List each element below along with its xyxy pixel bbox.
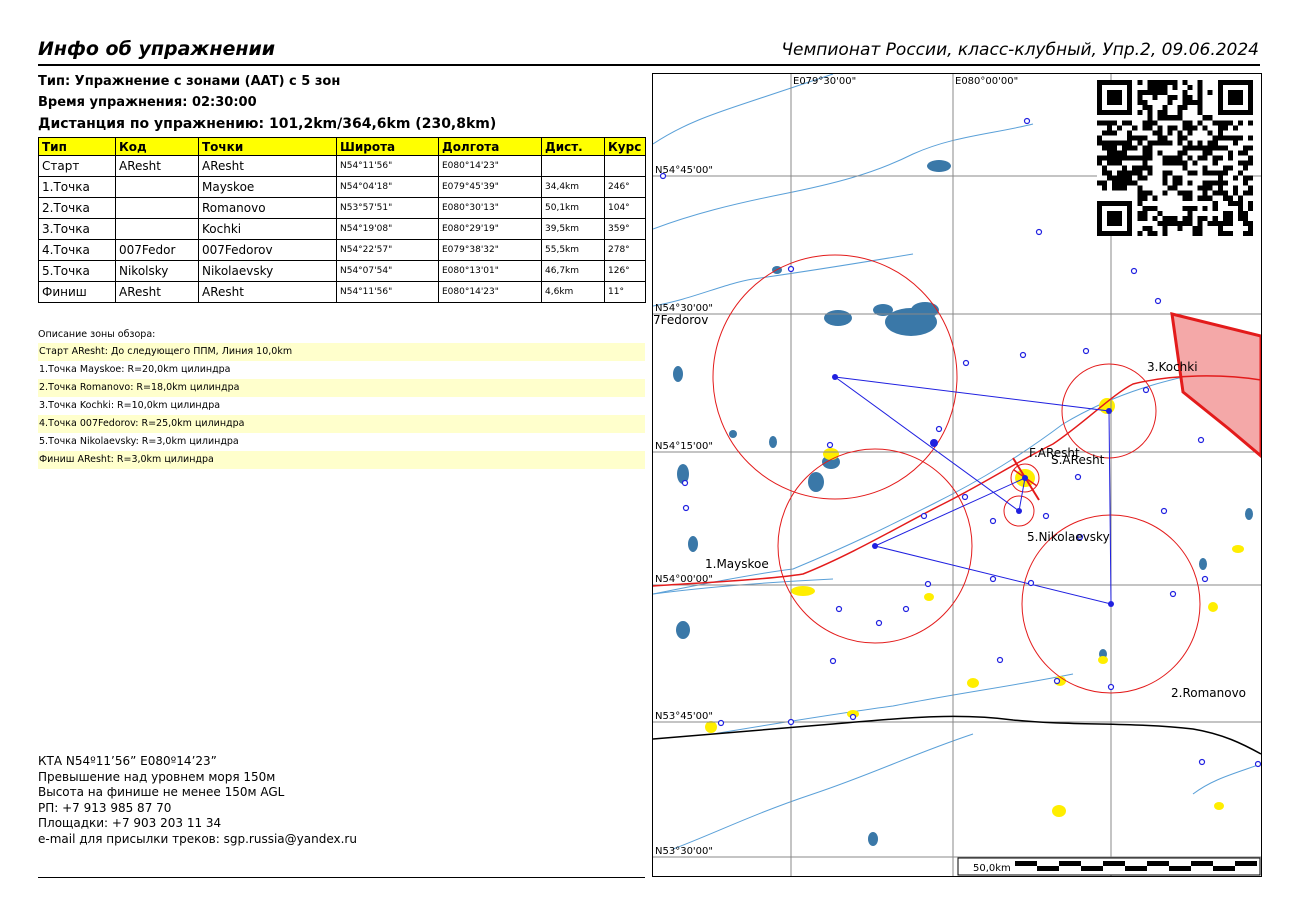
task-map — [652, 73, 1262, 877]
lake — [769, 436, 777, 448]
task-type: Тип: Упражнение с зонами (AAT) с 5 зон — [38, 74, 341, 89]
table-cell: Nikolsky — [116, 261, 199, 282]
qr-code — [1097, 78, 1253, 238]
table-cell — [116, 219, 199, 240]
lat-label: N54°30'00" — [655, 303, 714, 314]
table-header-cell: Точки — [199, 138, 337, 156]
table-cell: 3.Точка — [39, 219, 116, 240]
table-cell: 4.Точка — [39, 240, 116, 261]
table-cell — [116, 198, 199, 219]
zone-item: 4.Точка 007Fedorov: R=25,0km цилиндра — [38, 415, 645, 433]
table-cell: E080°13'01" — [439, 261, 542, 282]
lat-label: N54°45'00" — [655, 165, 714, 176]
table-header-cell: Широта — [337, 138, 439, 156]
task-distance: Дистанция по упражнению: 101,2km/364,6km (230,8km) — [38, 116, 497, 132]
tp-label-kochki: 3.Kochki — [1147, 360, 1198, 374]
table-cell: 359° — [605, 219, 646, 240]
table-cell: 1.Точка — [39, 177, 116, 198]
table-cell: E079°38'32" — [439, 240, 542, 261]
marker-kochki — [1106, 408, 1112, 414]
lat-label: N54°00'00" — [655, 574, 714, 585]
zone-item: 1.Точка Mayskoe: R=20,0km цилиндра — [39, 364, 231, 375]
tp-label-nikolaevsky: 5.Nikolaevsky — [1027, 530, 1110, 544]
page-title: Инфо об упражнении — [38, 38, 276, 60]
table-cell: E080°29'19" — [439, 219, 542, 240]
table-cell: Mayskoe — [199, 177, 337, 198]
table-cell: E079°45'39" — [439, 177, 542, 198]
lake — [1199, 558, 1207, 570]
header-divider — [38, 64, 1260, 66]
table-cell: Romanovo — [199, 198, 337, 219]
lon-label: E079°30'00" — [793, 76, 857, 87]
lake — [1245, 508, 1253, 520]
table-cell: E080°30'13" — [439, 198, 542, 219]
table-cell: AResht — [199, 156, 337, 177]
field — [823, 448, 839, 460]
lat-label: N53°30'00" — [655, 846, 714, 857]
email-line: e-mail для присылки треков: sgp.russia@yandex.ru — [38, 831, 357, 846]
table-cell: 278° — [605, 240, 646, 261]
field — [1052, 805, 1066, 817]
zone-item: 3.Точка Kochki: R=10,0km цилиндра — [39, 400, 221, 411]
table-cell: 39,5km — [542, 219, 605, 240]
scale-bar — [958, 858, 1260, 875]
table-header-cell: Дист. — [542, 138, 605, 156]
table-header-cell: Долгота — [439, 138, 542, 156]
restricted-airspace — [1172, 314, 1261, 456]
table-cell: AResht — [116, 282, 199, 303]
table-cell — [605, 156, 646, 177]
zones-title: Описание зоны обзора: — [38, 329, 156, 340]
finish-height-note: Высота на финише не менее 150м AGL — [38, 785, 285, 799]
table-row — [39, 282, 646, 303]
field — [924, 593, 934, 601]
field — [705, 721, 717, 733]
table-row — [39, 219, 646, 240]
field — [1214, 802, 1224, 810]
river — [713, 674, 1073, 734]
lake — [729, 430, 737, 438]
table-cell: 007Fedorov — [199, 240, 337, 261]
table-cell: Kochki — [199, 219, 337, 240]
lat-label: N54°15'00" — [655, 441, 714, 452]
table-row — [39, 261, 646, 282]
table-cell: 104° — [605, 198, 646, 219]
table-cell: N54°07'54" — [337, 261, 439, 282]
lake — [673, 366, 683, 382]
table-row — [39, 240, 646, 261]
observation-zones — [713, 255, 1200, 693]
table-cell: E080°14'23" — [439, 156, 542, 177]
tp-label-mayskoe: 1.Mayskoe — [705, 557, 769, 571]
table-cell: 11° — [605, 282, 646, 303]
lake — [911, 302, 939, 318]
field — [967, 678, 979, 688]
table-cell — [116, 177, 199, 198]
footer-divider — [38, 877, 645, 878]
table-cell: N53°57'51" — [337, 198, 439, 219]
lon-label: E080°00'00" — [955, 76, 1019, 87]
table-cell: N54°19'08" — [337, 219, 439, 240]
table-cell: 5.Точка — [39, 261, 116, 282]
zone-item: Финиш AResht: R=3,0km цилиндра — [38, 451, 645, 469]
scale-label: 50,0km — [973, 863, 1011, 874]
table-header-cell: Тип — [39, 138, 116, 156]
task-route — [835, 377, 1111, 604]
task-time: Время упражнения: 02:30:00 — [38, 95, 257, 110]
table-cell: N54°22'57" — [337, 240, 439, 261]
zone-item: 5.Точка Nikolaevsky: R=3,0km цилиндра — [39, 436, 239, 447]
tp-label-finish: F.AResht — [1029, 446, 1080, 460]
tp-label-start: S.AResht — [1051, 453, 1105, 467]
table-row — [39, 177, 646, 198]
table-cell: 007Fedor — [116, 240, 199, 261]
lake — [808, 472, 824, 492]
tp-label-romanovo: 2.Romanovo — [1171, 686, 1247, 700]
lat-label: N53°45'00" — [655, 711, 714, 722]
lake — [927, 160, 951, 172]
table-cell: N54°11'56" — [337, 282, 439, 303]
table-cell: 246° — [605, 177, 646, 198]
field — [1208, 602, 1218, 612]
table-cell: 34,4km — [542, 177, 605, 198]
table-cell: 50,1km — [542, 198, 605, 219]
task-corridor — [653, 376, 1261, 586]
turnpoint-markers — [832, 374, 1114, 607]
fields — [705, 344, 1247, 817]
table-cell — [542, 156, 605, 177]
field — [1098, 656, 1108, 664]
table-cell: N54°11'56" — [337, 156, 439, 177]
lake — [868, 832, 878, 846]
event-title: Чемпионат России, класс-клубный, Упр.2, 09.06.2024 — [781, 40, 1259, 60]
table-row — [39, 156, 646, 177]
table-header-cell: Код — [116, 138, 199, 156]
table-cell: 2.Точка — [39, 198, 116, 219]
field — [791, 586, 815, 596]
table-header-cell: Курс — [605, 138, 646, 156]
river — [1193, 764, 1261, 794]
marker-mayskoe — [872, 543, 878, 549]
table-cell: 126° — [605, 261, 646, 282]
table-row — [39, 198, 646, 219]
lakes — [673, 160, 1253, 846]
table-cell: AResht — [199, 282, 337, 303]
table-cell: Nikolaevsky — [199, 261, 337, 282]
table-cell: Старт — [39, 156, 116, 177]
turnpoints-table — [38, 137, 646, 303]
elevation-note: Превышение над уровнем моря 150м — [38, 769, 276, 784]
landing-phone: Площадки: +7 903 203 11 34 — [38, 816, 222, 830]
lake — [824, 310, 852, 326]
marker-nikolaevsky — [1016, 508, 1022, 514]
contact-info — [38, 754, 357, 847]
river — [673, 734, 973, 849]
table-header-row — [39, 138, 646, 156]
lake — [688, 536, 698, 552]
table-cell: N54°04'18" — [337, 177, 439, 198]
airfield-coords: КТА N54º11’56” E080º14’23” — [38, 754, 217, 768]
director-phone: РП: +7 913 985 87 70 — [38, 800, 172, 815]
tp-label-fedorov: 7Fedorov — [653, 313, 709, 327]
zone-item: 2.Точка Romanovo: R=18,0km цилиндра — [38, 379, 645, 397]
marker-airfield — [930, 439, 938, 447]
zones-description — [38, 326, 645, 469]
table-cell: 46,7km — [542, 261, 605, 282]
table-cell: Финиш — [39, 282, 116, 303]
field — [1232, 545, 1244, 553]
marker-aresht — [1022, 475, 1028, 481]
marker-fedorov — [832, 374, 838, 380]
table-cell: AResht — [116, 156, 199, 177]
turnpoint-labels — [653, 313, 1246, 700]
lake — [676, 621, 690, 639]
zone-item: Старт AResht: До следующего ППМ, Линия 10,0km — [38, 343, 645, 361]
table-cell: 55,5km — [542, 240, 605, 261]
table-cell: 4,6km — [542, 282, 605, 303]
table-cell: E080°14'23" — [439, 282, 542, 303]
marker-romanovo — [1108, 601, 1114, 607]
